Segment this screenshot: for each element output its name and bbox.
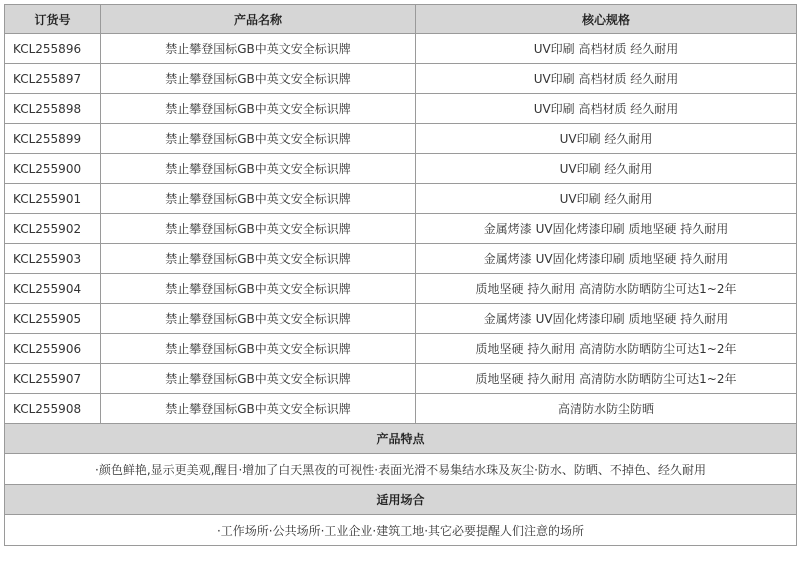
table-row: [5, 154, 797, 184]
cell-order-number: KCL255900: [5, 154, 101, 184]
cell-core-spec: UV印刷 高档材质 经久耐用: [416, 94, 797, 124]
cell-product-name: 禁止攀登国标GB中英文安全标识牌: [101, 364, 416, 394]
product-spec-table: [4, 4, 797, 546]
cell-core-spec: 质地坚硬 持久耐用 高清防水防晒防尘可达1~2年: [416, 334, 797, 364]
features-row: [5, 454, 797, 485]
cell-order-number: KCL255896: [5, 34, 101, 64]
cell-product-name: 禁止攀登国标GB中英文安全标识牌: [101, 214, 416, 244]
cell-order-number: KCL255901: [5, 184, 101, 214]
cell-product-name: 禁止攀登国标GB中英文安全标识牌: [101, 154, 416, 184]
cell-order-number: KCL255908: [5, 394, 101, 424]
cell-core-spec: 高清防水防尘防晒: [416, 394, 797, 424]
table-row: [5, 304, 797, 334]
cell-product-name: 禁止攀登国标GB中英文安全标识牌: [101, 274, 416, 304]
features-text: ·颜色鲜艳,显示更美观,醒目·增加了白天黑夜的可视性·表面光滑不易集结水珠及灰尘·防水、防晒、不掉色、经久耐用: [5, 454, 797, 485]
cell-core-spec: UV印刷 高档材质 经久耐用: [416, 64, 797, 94]
table-row: [5, 184, 797, 214]
table-header-row: [5, 5, 797, 34]
table-row: [5, 334, 797, 364]
table-body: [5, 34, 797, 424]
usage-row: [5, 515, 797, 546]
cell-core-spec: 质地坚硬 持久耐用 高清防水防晒防尘可达1~2年: [416, 274, 797, 304]
cell-order-number: KCL255905: [5, 304, 101, 334]
usage-title: 适用场合: [5, 485, 797, 515]
cell-product-name: 禁止攀登国标GB中英文安全标识牌: [101, 184, 416, 214]
table-row: [5, 244, 797, 274]
table-row: [5, 124, 797, 154]
table-row: [5, 274, 797, 304]
table-row: [5, 394, 797, 424]
cell-product-name: 禁止攀登国标GB中英文安全标识牌: [101, 64, 416, 94]
cell-product-name: 禁止攀登国标GB中英文安全标识牌: [101, 94, 416, 124]
cell-core-spec: UV印刷 经久耐用: [416, 124, 797, 154]
cell-order-number: KCL255906: [5, 334, 101, 364]
features-title: 产品特点: [5, 424, 797, 454]
table-row: [5, 64, 797, 94]
cell-product-name: 禁止攀登国标GB中英文安全标识牌: [101, 34, 416, 64]
cell-order-number: KCL255899: [5, 124, 101, 154]
cell-order-number: KCL255907: [5, 364, 101, 394]
cell-core-spec: UV印刷 高档材质 经久耐用: [416, 34, 797, 64]
cell-order-number: KCL255903: [5, 244, 101, 274]
cell-product-name: 禁止攀登国标GB中英文安全标识牌: [101, 124, 416, 154]
usage-header-row: [5, 485, 797, 515]
cell-core-spec: 金属烤漆 UV固化烤漆印刷 质地坚硬 持久耐用: [416, 304, 797, 334]
cell-core-spec: 金属烤漆 UV固化烤漆印刷 质地坚硬 持久耐用: [416, 214, 797, 244]
cell-core-spec: 金属烤漆 UV固化烤漆印刷 质地坚硬 持久耐用: [416, 244, 797, 274]
cell-order-number: KCL255897: [5, 64, 101, 94]
table-row: [5, 364, 797, 394]
cell-order-number: KCL255898: [5, 94, 101, 124]
usage-text: ·工作场所·公共场所·工业企业·建筑工地·其它必要提醒人们注意的场所: [5, 515, 797, 546]
cell-product-name: 禁止攀登国标GB中英文安全标识牌: [101, 394, 416, 424]
cell-core-spec: 质地坚硬 持久耐用 高清防水防晒防尘可达1~2年: [416, 364, 797, 394]
header-product-name: 产品名称: [101, 5, 416, 34]
cell-product-name: 禁止攀登国标GB中英文安全标识牌: [101, 244, 416, 274]
cell-order-number: KCL255904: [5, 274, 101, 304]
features-header-row: [5, 424, 797, 454]
cell-core-spec: UV印刷 经久耐用: [416, 184, 797, 214]
table-row: [5, 34, 797, 64]
table-row: [5, 94, 797, 124]
table-row: [5, 214, 797, 244]
header-order-number: 订货号: [5, 5, 101, 34]
cell-product-name: 禁止攀登国标GB中英文安全标识牌: [101, 334, 416, 364]
header-core-spec: 核心规格: [416, 5, 797, 34]
cell-order-number: KCL255902: [5, 214, 101, 244]
cell-product-name: 禁止攀登国标GB中英文安全标识牌: [101, 304, 416, 334]
cell-core-spec: UV印刷 经久耐用: [416, 154, 797, 184]
